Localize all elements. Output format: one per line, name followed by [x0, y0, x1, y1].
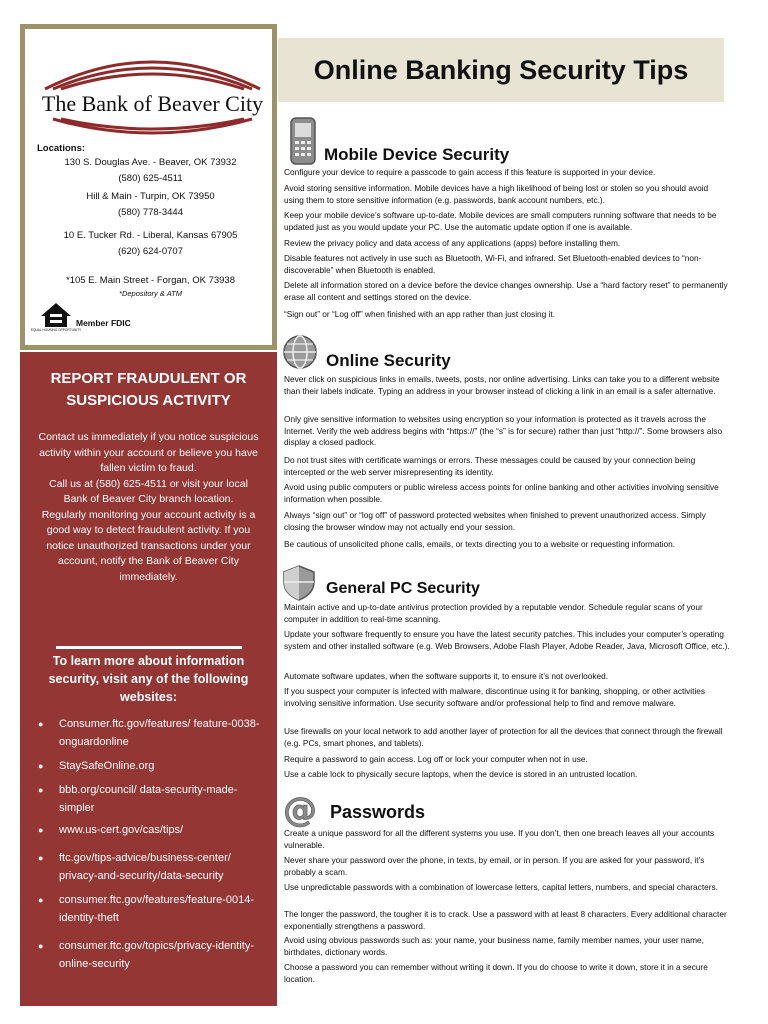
section-paragraph: Disable features not actively in use such as Bluetooth, Wi-Fi, and infrared. Set Bluetooth-enabled devices to “non-discoverable” when Bluetooth is enabled.	[284, 253, 702, 275]
section-paragraph: Avoid using obvious passwords such as: your name, your business name, family member names, your user name, birthdates, dictionary words.	[284, 935, 704, 957]
section-paragraph: Use firewalls on your local network to add another layer of protection for all the devices that connect through the firewall (e.g. PCs, smart phones, and tablets).	[284, 726, 723, 748]
page-title: Online Banking Security Tips	[313, 55, 689, 85]
link-item: ● consumer.ftc.gov/features/feature-0014-identity-theft	[38, 892, 268, 927]
website-link[interactable]: ftc.gov/tips-advice/business-center/ privacy-and-security/data-security	[59, 852, 231, 882]
section-paragraph: Never click on suspicious links in emails, tweets, posts, nor online advertising. Links can take you to a different website than their labels indicate. Typing an address in your browser instead of clicking a link in an email is a safer alternative.	[284, 374, 720, 396]
report-sidebar	[20, 352, 277, 1006]
section-paragraph: Create a unique password for all the different systems you use. If you don’t, then one breach leaves all your accounts vulnerable.	[284, 828, 715, 850]
learn-more-title: To learn more about information security, visit any of the following websites:	[48, 654, 249, 704]
section-paragraph: Be cautious of unsolicited phone calls, emails, or texts directing you to a website or requesting information.	[284, 539, 676, 549]
mobile-phone-icon	[288, 116, 318, 166]
bank-logo	[35, 41, 270, 136]
location-address: Hill & Main - Turpin, OK 73950	[86, 191, 215, 202]
section-heading: Mobile Device Security	[324, 145, 510, 164]
link-item: ● consumer.ftc.gov/topics/privacy-identity-online-security	[38, 938, 268, 973]
link-item: ● bbb.org/council/ data-security-made-simpler	[38, 782, 268, 817]
section-paragraph: Update your software frequently to ensure you have the latest security patches. This includes your computer’s operating system and other installed software (e.g. Web Browsers, Adobe Flash Player, Adobe Reader, Java, Microsoft Office, etc.).	[284, 629, 730, 651]
section-paragraph: Always “sign out” or “log off” of password protected websites when finished to prevent unauthorized access. Simply closing the browser window may not actually end your session.	[284, 510, 706, 532]
section-paragraph: Review the privacy policy and data access of any applications (apps) before installing them.	[284, 238, 621, 248]
title-banner	[278, 38, 724, 102]
section-paragraph: Require a password to gain access. Log off or lock your computer when not in use.	[284, 754, 588, 764]
section-paragraph: Choose a password you can remember without writing it down. If you do choose to write it down, store it in a secure location.	[284, 962, 708, 984]
section-paragraph: Maintain active and up-to-date antivirus protection provided by a reputable vendor. Schedule regular scans of your computer in addition to real-time scanning.	[284, 602, 703, 624]
location-phone: (580) 625-4511	[118, 173, 183, 184]
report-paragraph: Regularly monitoring your account activity is a good way to detect fraudulent activity. If you notice unauthorized transactions under your account, notify the Bank of Beaver City immediately.	[41, 508, 256, 583]
location-note: *Depository & ATM	[119, 289, 182, 298]
section-paragraph: Use a cable lock to physically secure laptops, when the device is stored in an untrusted location.	[284, 769, 638, 779]
website-link[interactable]: consumer.ftc.gov/features/feature-0014-identity-theft	[59, 894, 255, 924]
section-paragraph: If you suspect your computer is infected with malware, discontinue using it for banking, shopping, or other activities involving sensitive information. Use security software and/or professional help to find and remove malware.	[284, 686, 706, 708]
bank-name: The Bank of Beaver City	[41, 91, 264, 116]
section-paragraph: Never share your password over the phone, in texts, by email, or in person. If you are asked for your password, it’s probably a scam.	[284, 855, 705, 877]
section-paragraph: Only give sensitive information to websites using encryption so your information is protected as it travels across the Internet. Verify the web address begins with “https://” (the “s” is for secure) rather than just “http://”. Some browsers also display a closed padlock.	[284, 414, 723, 447]
report-paragraph: Contact us immediately if you notice suspicious activity within your account or believe you have fallen victim to fraud.	[38, 431, 259, 474]
link-item: ● StaySafeOnline.org	[38, 758, 268, 776]
section-paragraph: Configure your device to require a passcode to gain access if this feature is supported in your device.	[284, 167, 656, 177]
location-phone: (580) 778-3444	[118, 207, 183, 218]
website-link[interactable]: bbb.org/council/ data-security-made-simpler	[59, 784, 238, 814]
website-link[interactable]: Consumer.ftc.gov/features/ feature-0038-onguardonline	[59, 718, 260, 748]
section-paragraph: Avoid storing sensitive information. Mobile devices have a high likelihood of being lost or stolen so you should avoid using them to store sensitive information (e.g. passwords, bank account numbers, etc.).	[284, 183, 709, 205]
location-address: 130 S. Douglas Ave. - Beaver, OK 73932	[64, 157, 237, 168]
website-link[interactable]: StaySafeOnline.org	[59, 760, 155, 772]
section-heading: General PC Security	[326, 580, 480, 597]
section-heading: Online Security	[326, 351, 451, 370]
link-item: ● Consumer.ftc.gov/features/ feature-0038-onguardonline	[38, 716, 268, 751]
location-phone: (620) 624-0707	[118, 246, 183, 257]
link-item: ● ftc.gov/tips-advice/business-center/ privacy-and-security/data-security	[38, 850, 268, 885]
svg-text:@: @	[283, 790, 317, 830]
website-link[interactable]: consumer.ftc.gov/topics/privacy-identity-online-security	[59, 940, 255, 970]
fdic-label: Member FDIC	[76, 318, 131, 328]
equal-housing-icon	[30, 299, 82, 335]
section-paragraph: Automate software updates, when the software supports it, to ensure it’s not overlooked.	[284, 671, 609, 681]
locations-label: Locations:	[37, 143, 86, 154]
section-paragraph: The longer the password, the tougher it is to crack. Use a password with at least 8 characters. Every additional character exponentially strengthens a password.	[284, 909, 727, 931]
section-paragraph: Delete all information stored on a device before the device changes ownership. Use a “hard factory reset” to permanently erase all content and settings stored on the device.	[284, 280, 728, 302]
section-paragraph: Do not trust sites with certificate warnings or errors. These messages could be caused by your connection being intercepted or the web server misrepresenting its identity.	[284, 455, 696, 477]
at-sign-icon	[280, 792, 320, 828]
section-heading: Passwords	[330, 802, 426, 822]
report-paragraph: Call us at (580) 625-4511 or visit your local Bank of Beaver City branch location.	[49, 477, 248, 505]
report-title: REPORT FRAUDULENT OR SUSPICIOUS ACTIVITY	[50, 370, 247, 409]
sidebar-divider	[56, 646, 242, 649]
link-item: ● www.us-cert.gov/cas/tips/	[38, 822, 268, 840]
section-paragraph: Keep your mobile device’s software up-to-date. Mobile devices are small computers running software that needs to be updated just as you would update your PC. Use the automatic update option if one is available.	[284, 210, 717, 232]
section-paragraph: “Sign out” or “Log off” when finished with an app rather than just closing it.	[284, 309, 556, 319]
globe-icon	[280, 332, 320, 372]
report-body	[38, 430, 259, 585]
bank-info-box	[20, 24, 277, 350]
location-address: *105 E. Main Street - Forgan, OK 73938	[66, 275, 235, 286]
location-address: 10 E. Tucker Rd. - Liberal, Kansas 67905	[63, 230, 238, 241]
section-paragraph: Avoid using public computers or public wireless access points for online banking and other activities involving sensitive information when possible.	[284, 482, 719, 504]
website-link[interactable]: www.us-cert.gov/cas/tips/	[59, 824, 184, 836]
shield-icon	[281, 564, 317, 602]
equal-housing-label: EQUAL HOUSING OPPORTUNITY	[30, 328, 82, 332]
section-paragraph: Use unpredictable passwords with a combination of lowercase letters, capital letters, numbers, and special characters.	[284, 882, 718, 892]
